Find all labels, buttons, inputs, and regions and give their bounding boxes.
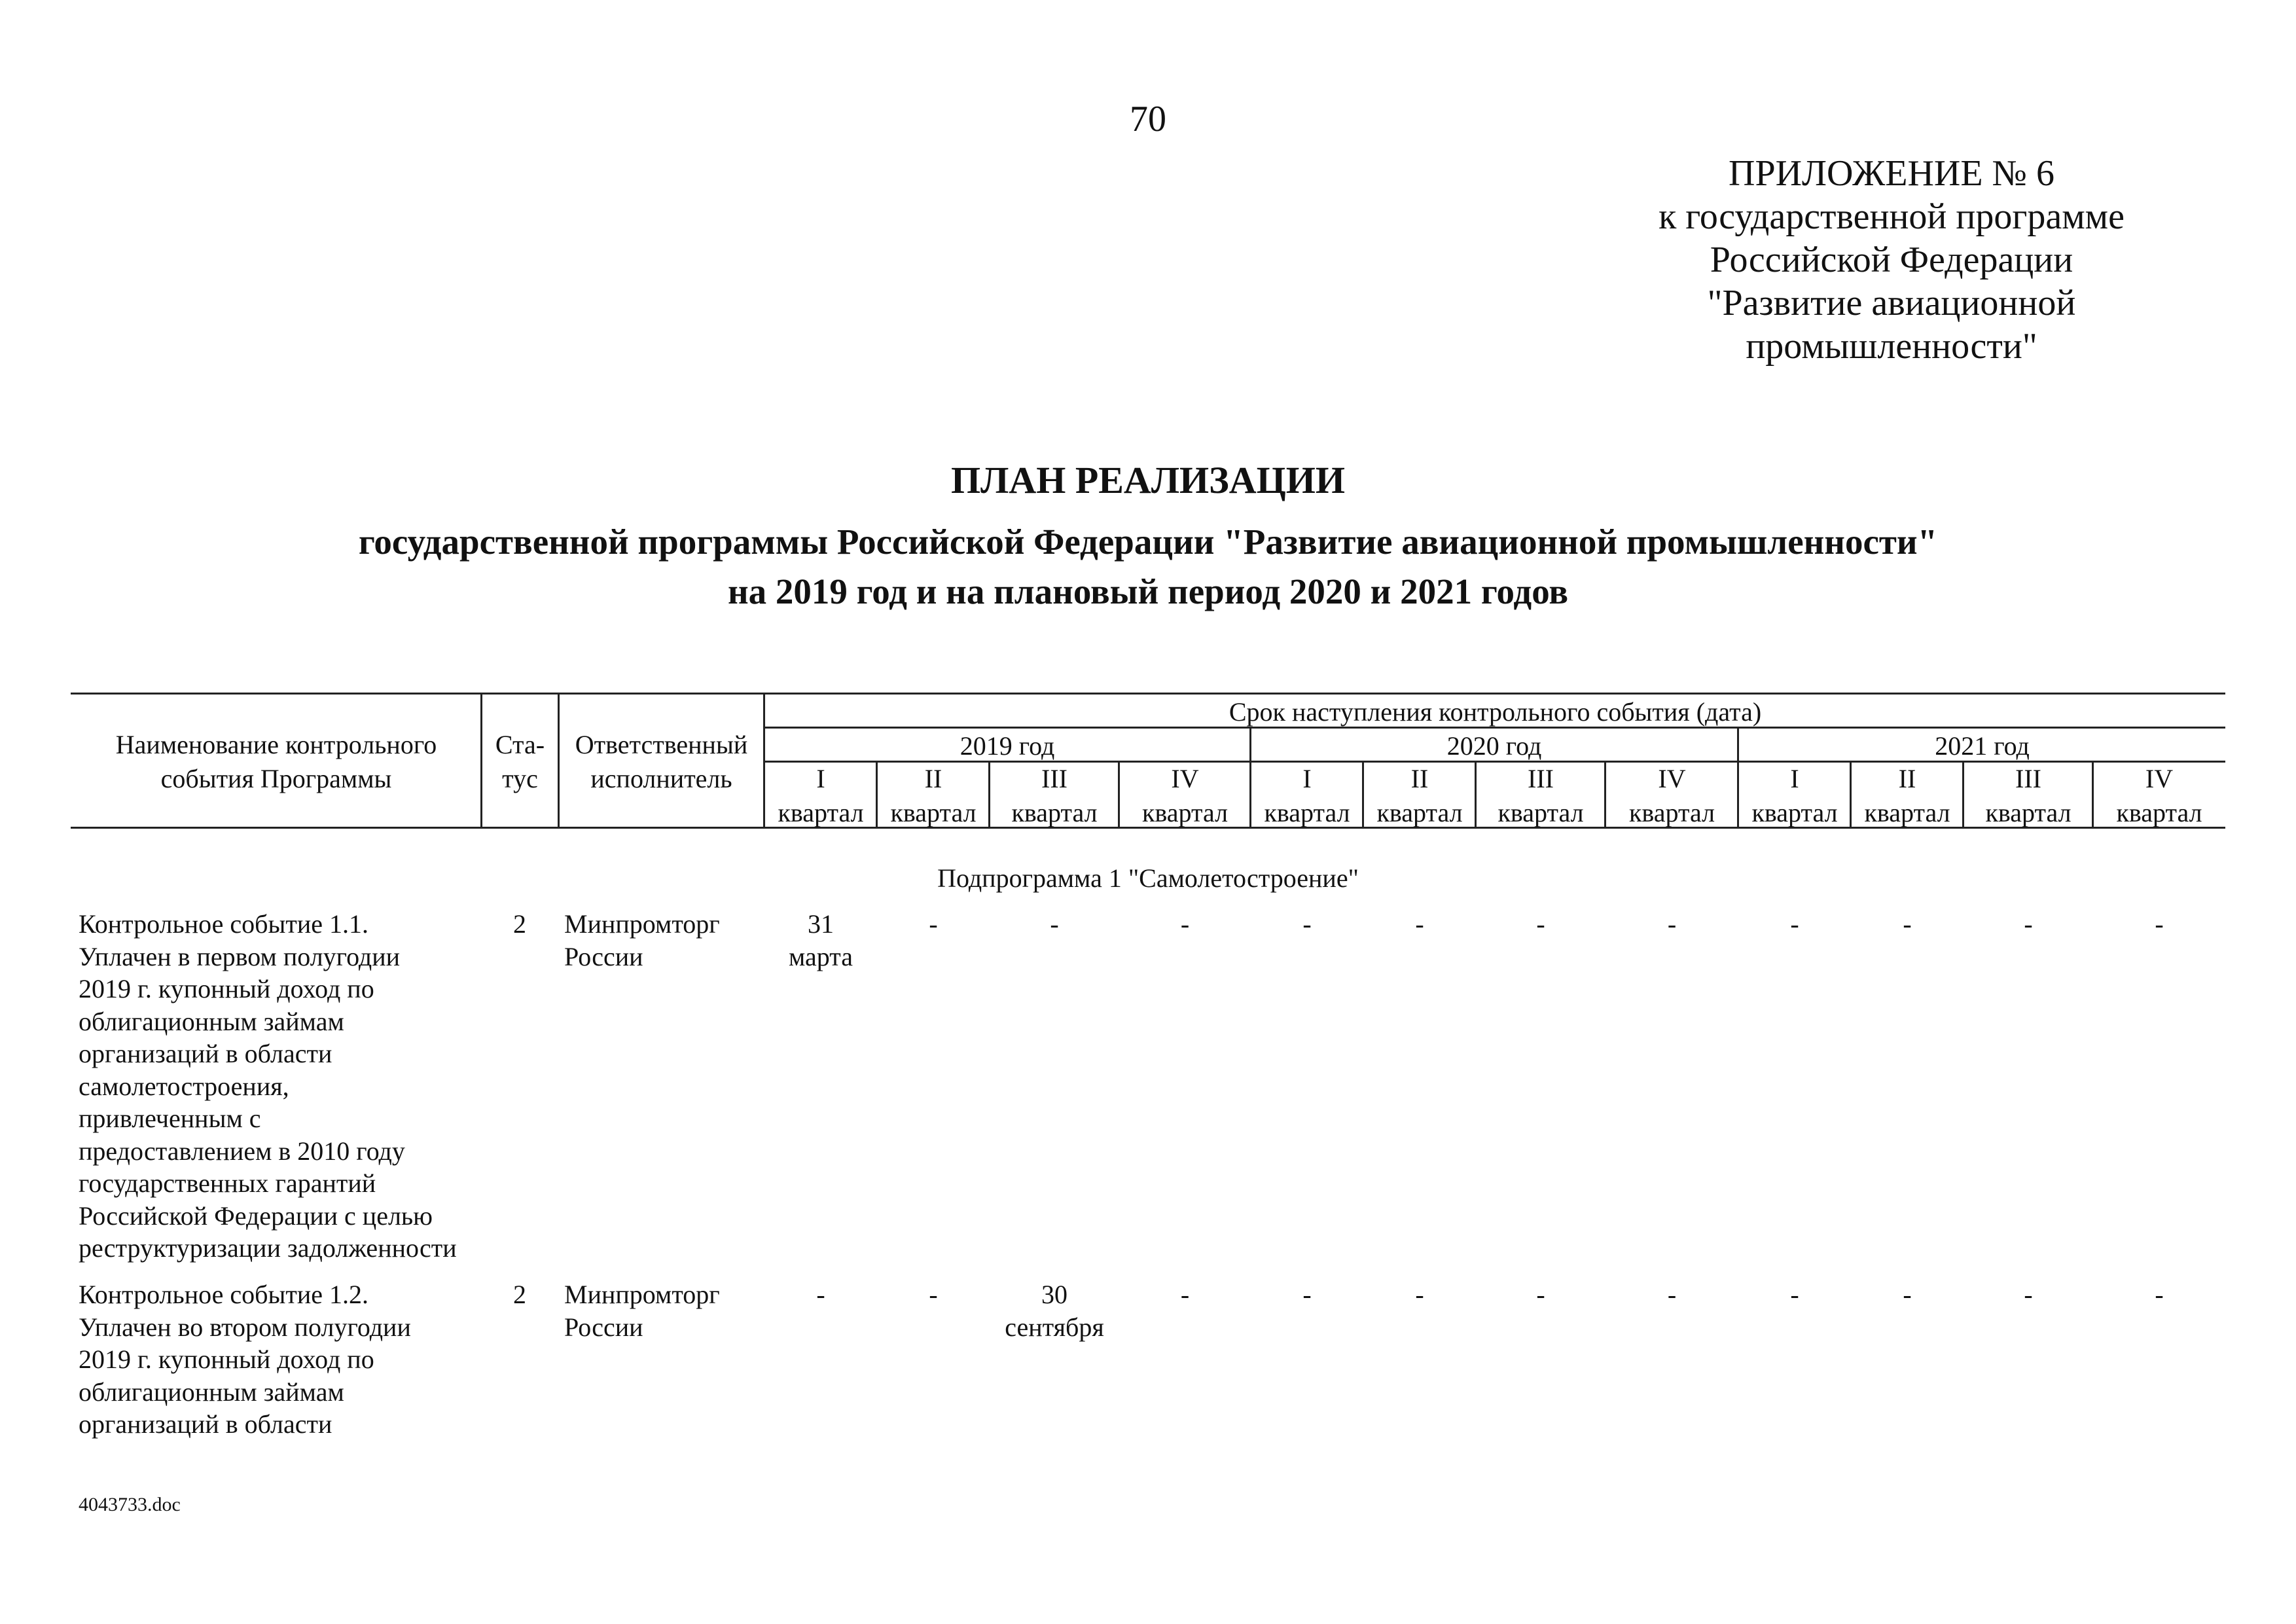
quarter-value: - xyxy=(1667,909,1677,939)
header-year-2021: 2021 год xyxy=(1935,731,2030,761)
quarter-value: 30 сентября xyxy=(1005,1280,1104,1342)
document-subtitle xyxy=(0,517,2296,617)
quarter-value: - xyxy=(1903,909,1912,939)
quarter-value: - xyxy=(816,1280,825,1309)
event-status: 2 xyxy=(513,909,526,939)
appendix-line: промышленности" xyxy=(1746,326,2037,367)
quarter-value: - xyxy=(2024,909,2033,939)
quarter-value: - xyxy=(1302,1280,1312,1309)
page-number: 70 xyxy=(1130,99,1166,139)
document-title: ПЛАН РЕАЛИЗАЦИИ xyxy=(950,459,1345,501)
header-quarter: I квартал xyxy=(1264,764,1350,827)
quarter-value: - xyxy=(1790,909,1799,939)
header-quarter: III квартал xyxy=(1011,764,1098,827)
subtitle-line: на 2019 год и на плановый период 2020 и 2021 годов xyxy=(727,571,1569,611)
header-quarter: II квартал xyxy=(1376,764,1463,827)
header-status: Ста- тус xyxy=(495,730,545,793)
quarter-value: - xyxy=(1790,1280,1799,1309)
header-year-2019: 2019 год xyxy=(960,731,1055,761)
appendix-line: к государственной программе xyxy=(1659,196,2125,237)
quarter-value: - xyxy=(2155,909,2164,939)
quarter-value: - xyxy=(1302,909,1312,939)
header-year-2020: 2020 год xyxy=(1446,731,1542,761)
quarter-value: - xyxy=(1536,1280,1545,1309)
quarter-value: - xyxy=(1050,909,1059,939)
event-name: Контрольное событие 1.1. Уплачен в первом полугодии 2019 г. купонный доход по облигационным займам организаций в области самолетостроения, привлеченным с предоставлением в 2010 году государственных гарантий Российской Федерации с целью реструктуризации задолженности xyxy=(79,909,457,1263)
subprogram-heading: Подпрограмма 1 "Самолетостроение" xyxy=(937,863,1359,893)
header-quarter: III квартал xyxy=(1498,764,1584,827)
quarter-value: 31 марта xyxy=(789,909,853,971)
quarter-value: - xyxy=(1903,1280,1912,1309)
appendix-line: Российской Федерации xyxy=(1710,240,2073,280)
quarter-value: - xyxy=(1667,1280,1677,1309)
table-top-border xyxy=(71,693,2225,695)
quarter-value: - xyxy=(1180,1280,1190,1309)
quarter-value: - xyxy=(1415,1280,1424,1309)
quarter-value: - xyxy=(1536,909,1545,939)
event-executor: Минпромторг России xyxy=(564,1280,720,1342)
appendix-line: "Развитие авиационной xyxy=(1707,283,2076,323)
header-quarter: I квартал xyxy=(1751,764,1838,827)
header-executor: Ответственный исполнитель xyxy=(575,730,748,793)
quarter-value: - xyxy=(2155,1280,2164,1309)
header-quarter: I квартал xyxy=(778,764,864,827)
header-quarter: IV квартал xyxy=(2116,764,2202,827)
header-quarter: II квартал xyxy=(1864,764,1950,827)
event-executor: Минпромторг России xyxy=(564,909,720,971)
header-quarter: IV квартал xyxy=(1628,764,1715,827)
footer-file-name: 4043733.doc xyxy=(79,1494,181,1515)
quarter-value: - xyxy=(929,909,938,939)
appendix-block xyxy=(1571,152,2212,368)
header-quarter: III квартал xyxy=(1985,764,2072,827)
subtitle-line: государственной программы Российской Федерации "Развитие авиационной промышленности" xyxy=(358,522,1938,562)
header-event-name: Наименование контрольного события Программы xyxy=(115,730,437,793)
quarter-value: - xyxy=(929,1280,938,1309)
event-name: Контрольное событие 1.2. Уплачен во втором полугодии 2019 г. купонный доход по облигационным займам организаций в области xyxy=(79,1280,411,1439)
quarter-value: - xyxy=(1415,909,1424,939)
appendix-line: ПРИЛОЖЕНИЕ № 6 xyxy=(1729,153,2054,194)
header-quarter: IV квартал xyxy=(1141,764,1229,827)
quarter-value: - xyxy=(1180,909,1190,939)
header-quarter: II квартал xyxy=(890,764,977,827)
header-deadline: Срок наступления контрольного события (дата) xyxy=(1229,697,1762,727)
event-status: 2 xyxy=(513,1280,526,1309)
quarter-value: - xyxy=(2024,1280,2033,1309)
